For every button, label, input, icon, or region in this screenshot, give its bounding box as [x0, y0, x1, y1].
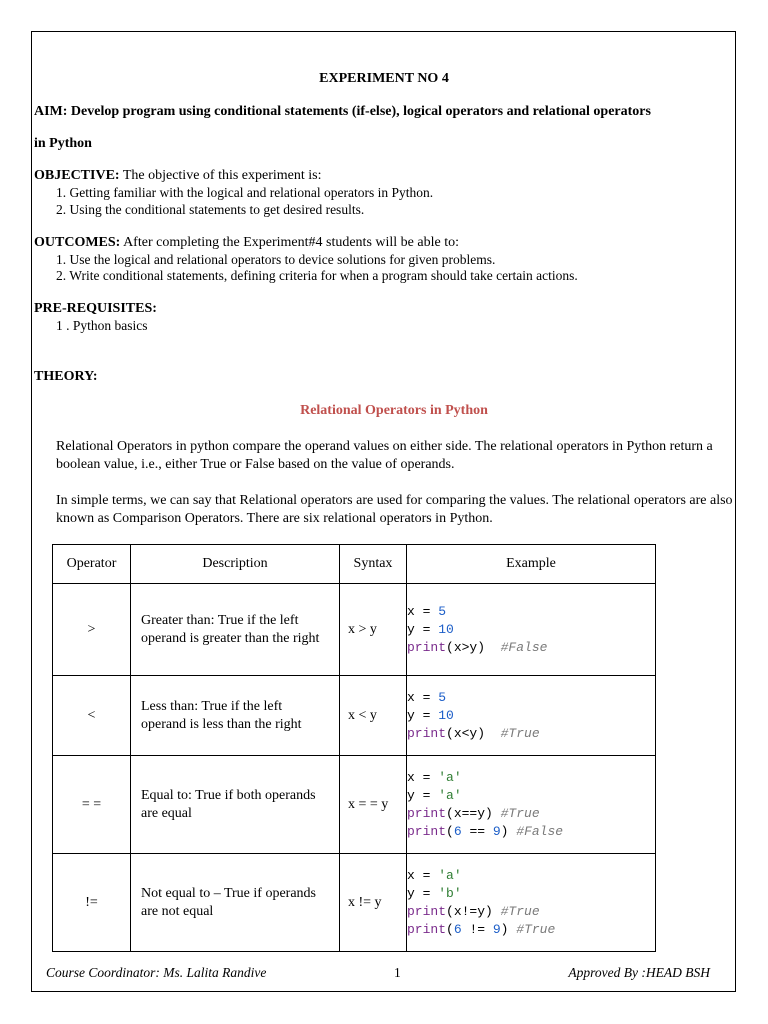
- description-cell: Equal to: True if both operands are equal: [131, 756, 340, 854]
- operator-cell: >: [53, 584, 131, 676]
- outcomes-item: 1. Use the logical and relational operators to device solutions for given problems.: [56, 252, 496, 267]
- operator-cell: <: [53, 676, 131, 756]
- header-description: Description: [131, 545, 340, 584]
- table-row: [53, 676, 656, 756]
- aim-line-2: in Python: [34, 136, 92, 151]
- description-cell: Greater than: True if the left operand is greater than the right: [131, 584, 340, 676]
- outcomes-heading: [34, 235, 459, 251]
- code-line: print(x==y) #True: [407, 805, 540, 821]
- relational-operators-table: [52, 544, 656, 952]
- operator-cell: = =: [53, 756, 131, 854]
- code-line: y = 'b': [407, 885, 462, 901]
- experiment-title: EXPERIMENT NO 4: [319, 71, 449, 86]
- table-header-row: [53, 545, 656, 584]
- code-line: x = 'a': [407, 867, 462, 883]
- table-row: [53, 584, 656, 676]
- example-code-cell: [407, 756, 656, 854]
- code-line: x = 5: [407, 603, 447, 619]
- aim-line-1: AIM: Develop program using conditional statements (if-else), logical operators and relational operators: [34, 104, 651, 119]
- prereq-heading: PRE-REQUISITES:: [34, 301, 157, 316]
- code-line: print(x>y) #False: [407, 639, 548, 655]
- header-example: Example: [407, 545, 656, 584]
- code-line: y = 10: [407, 621, 454, 637]
- description-cell: Less than: True if the left operand is less than the right: [131, 676, 340, 756]
- objective-label: OBJECTIVE:: [34, 168, 120, 183]
- syntax-cell: x > y: [340, 584, 407, 676]
- footer-page-number: 1: [394, 965, 401, 980]
- code-line: print(6 != 9) #True: [407, 921, 556, 937]
- code-line: print(x!=y) #True: [407, 903, 540, 919]
- example-code-cell: [407, 676, 656, 756]
- objective-item: 2. Using the conditional statements to get desired results.: [56, 202, 365, 217]
- outcomes-text: After completing the Experiment#4 students will be able to:: [120, 235, 459, 250]
- table-row: [53, 756, 656, 854]
- operator-cell: !=: [53, 854, 131, 952]
- footer-approved: Approved By :HEAD BSH: [568, 965, 710, 980]
- code-line: x = 5: [407, 689, 447, 705]
- paragraph-relational-intro: Relational Operators in python compare the operand values on either side. The relational operators in Python return a boolean value, i.e., either True or False based on the value of operands.: [56, 439, 713, 472]
- header-operator: Operator: [53, 545, 131, 584]
- code-line: print(6 == 9) #False: [407, 823, 564, 839]
- footer-coordinator: Course Coordinator: Ms. Lalita Randive: [46, 965, 267, 980]
- code-line: x = 'a': [407, 769, 462, 785]
- paragraph-relational-simple: In simple terms, we can say that Relational operators are used for comparing the values. The relational operators are also known as Comparison Operators. There are six relational operators in Python.: [56, 493, 733, 526]
- header-syntax: Syntax: [340, 545, 407, 584]
- outcomes-item: 2. Write conditional statements, defining criteria for when a program should take certain actions.: [56, 268, 578, 283]
- syntax-cell: x != y: [340, 854, 407, 952]
- syntax-cell: x = = y: [340, 756, 407, 854]
- code-line: print(x<y) #True: [407, 725, 540, 741]
- objective-heading: [34, 168, 322, 184]
- code-line: y = 'a': [407, 787, 462, 803]
- example-code-cell: [407, 854, 656, 952]
- theory-heading: THEORY:: [34, 369, 98, 384]
- prereq-item: 1 . Python basics: [56, 318, 148, 333]
- description-cell: Not equal to – True if operands are not equal: [131, 854, 340, 952]
- syntax-cell: x < y: [340, 676, 407, 756]
- objective-text: The objective of this experiment is:: [119, 168, 322, 183]
- outcomes-label: OUTCOMES:: [34, 235, 121, 250]
- section-subheading: Relational Operators in Python: [300, 403, 488, 418]
- example-code-cell: [407, 584, 656, 676]
- objective-item: 1. Getting familiar with the logical and relational operators in Python.: [56, 185, 434, 200]
- code-line: y = 10: [407, 707, 454, 723]
- table-row: [53, 854, 656, 952]
